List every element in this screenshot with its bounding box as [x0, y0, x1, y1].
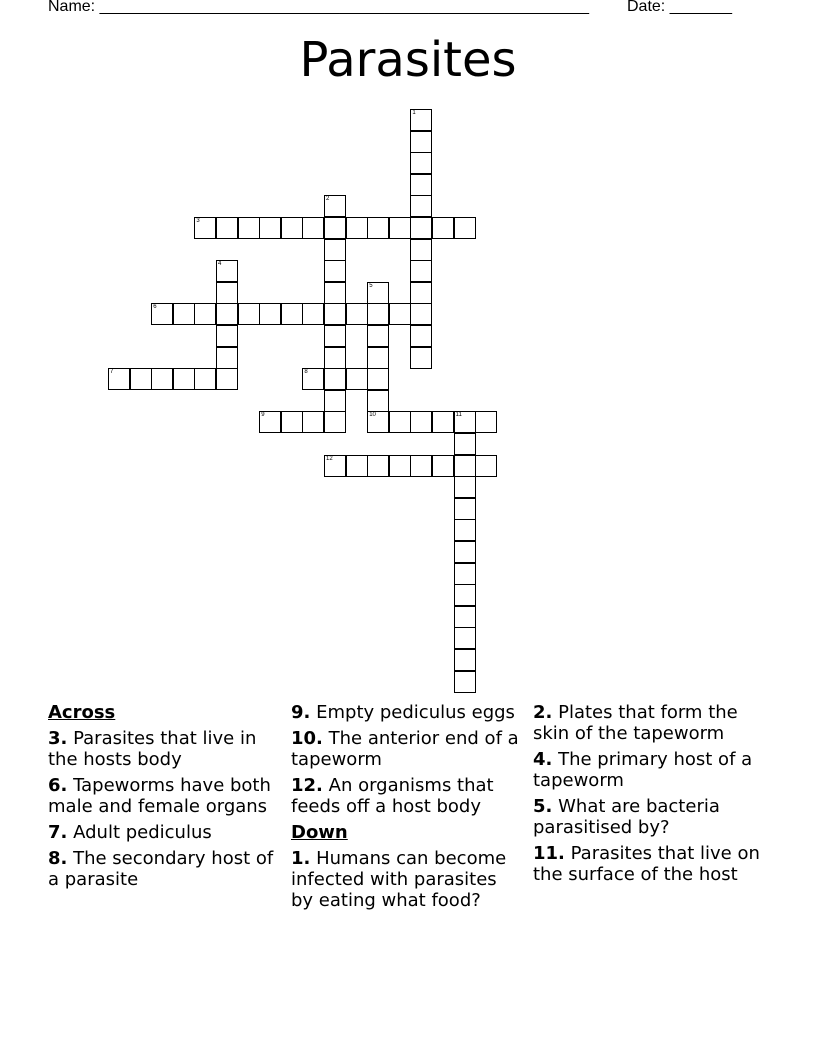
grid-cell[interactable] — [367, 368, 389, 390]
clue-number: 7. — [48, 822, 68, 843]
clue-heading-down: Down — [291, 822, 348, 843]
grid-cell[interactable] — [475, 455, 497, 477]
grid-cell[interactable] — [216, 325, 238, 347]
cell-number: 3 — [196, 218, 200, 224]
grid-cell[interactable] — [410, 109, 432, 131]
clue-number: 8. — [48, 848, 68, 869]
clue-number: 11. — [533, 843, 565, 864]
grid-cell[interactable] — [410, 239, 432, 261]
grid-cell[interactable] — [324, 260, 346, 282]
clue-text: Empty pediculus eggs — [316, 702, 515, 723]
clue-column-2 — [291, 702, 521, 916]
grid-cell[interactable] — [432, 455, 454, 477]
page-title: Parasites — [299, 32, 517, 88]
grid-cell[interactable] — [389, 217, 411, 239]
grid-cell[interactable] — [216, 282, 238, 304]
cell-number: 1 — [412, 110, 416, 116]
clue-item — [533, 749, 763, 791]
grid-cell[interactable] — [173, 368, 195, 390]
grid-cell[interactable] — [259, 217, 281, 239]
grid-cell[interactable] — [324, 368, 346, 390]
clue-number: 4. — [533, 749, 553, 770]
date-field-label: Date: _______ — [627, 0, 732, 15]
grid-cell[interactable] — [216, 303, 238, 325]
cell-number: 7 — [110, 369, 114, 376]
grid-cell[interactable] — [410, 455, 432, 477]
clue-number: 2. — [533, 702, 553, 723]
grid-cell[interactable] — [281, 303, 303, 325]
clue-number: 10. — [291, 728, 323, 749]
grid-cell[interactable] — [454, 519, 476, 541]
clue-item — [533, 843, 763, 885]
grid-cell[interactable] — [410, 411, 432, 433]
cell-number: 6 — [153, 304, 157, 311]
clue-text: Tapeworms have both male and female organs — [48, 775, 271, 817]
grid-cell[interactable] — [410, 174, 432, 196]
grid-cell[interactable] — [367, 347, 389, 369]
clue-text: Parasites that live in the hosts body — [48, 728, 257, 770]
grid-cell[interactable] — [454, 411, 476, 433]
cell-number: 4 — [218, 261, 222, 268]
grid-cell[interactable] — [130, 368, 152, 390]
grid-cell[interactable] — [389, 303, 411, 325]
grid-cell[interactable] — [324, 239, 346, 261]
grid-cell[interactable] — [410, 131, 432, 153]
cell-number: 12 — [326, 455, 333, 462]
grid-cell[interactable] — [324, 455, 346, 477]
cell-number: 9 — [261, 412, 265, 419]
clue-item — [48, 775, 278, 817]
clue-item — [291, 702, 521, 723]
grid-cell[interactable] — [454, 498, 476, 520]
grid-cell[interactable] — [173, 303, 195, 325]
grid-cell[interactable] — [346, 217, 368, 239]
grid-cell[interactable] — [216, 217, 238, 239]
clue-column-3 — [533, 702, 763, 890]
grid-cell[interactable] — [454, 606, 476, 628]
clue-text: Humans can become infected with parasites by eating what food? — [291, 848, 507, 911]
grid-cell[interactable] — [302, 411, 324, 433]
cell-number: 11 — [455, 412, 462, 419]
grid-cell[interactable] — [324, 282, 346, 304]
clue-text: Plates that form the skin of the tapeworm — [533, 702, 738, 744]
grid-cell[interactable] — [454, 541, 476, 563]
clue-number: 6. — [48, 775, 68, 796]
grid-cell[interactable] — [367, 282, 389, 304]
grid-cell[interactable] — [410, 260, 432, 282]
grid-cell[interactable] — [324, 217, 346, 239]
grid-cell[interactable] — [151, 368, 173, 390]
grid-cell[interactable] — [346, 455, 368, 477]
grid-cell[interactable] — [389, 411, 411, 433]
grid-cell[interactable] — [410, 195, 432, 217]
grid-cell[interactable] — [410, 282, 432, 304]
grid-cell[interactable] — [454, 563, 476, 585]
clue-text: What are bacteria parasitised by? — [533, 796, 720, 838]
clue-text: The anterior end of a tapeworm — [291, 728, 519, 770]
clue-item — [48, 728, 278, 770]
cell-number: 8 — [304, 369, 308, 376]
grid-cell[interactable] — [302, 217, 324, 239]
grid-cell[interactable] — [410, 347, 432, 369]
clue-item — [48, 848, 278, 890]
grid-cell[interactable] — [367, 303, 389, 325]
clue-text: Adult pediculus — [73, 822, 212, 843]
clue-number: 3. — [48, 728, 68, 749]
grid-cell[interactable] — [410, 217, 432, 239]
clue-item — [48, 822, 278, 843]
grid-cell[interactable] — [454, 455, 476, 477]
clue-item — [291, 775, 521, 817]
clue-text: Parasites that live on the surface of the host — [533, 843, 760, 885]
grid-cell[interactable] — [216, 260, 238, 282]
clue-text: The primary host of a tapeworm — [533, 749, 753, 791]
clue-number: 9. — [291, 702, 311, 723]
grid-cell[interactable] — [281, 217, 303, 239]
grid-cell[interactable] — [432, 217, 454, 239]
clue-item — [291, 848, 521, 911]
grid-cell[interactable] — [367, 390, 389, 412]
grid-cell[interactable] — [454, 649, 476, 671]
grid-cell[interactable] — [324, 195, 346, 217]
grid-cell[interactable] — [194, 368, 216, 390]
grid-cell[interactable] — [454, 433, 476, 455]
grid-cell[interactable] — [238, 303, 260, 325]
grid-cell[interactable] — [367, 325, 389, 347]
grid-cell[interactable] — [324, 347, 346, 369]
grid-cell[interactable] — [389, 455, 411, 477]
grid-cell[interactable] — [216, 347, 238, 369]
grid-cell[interactable] — [324, 303, 346, 325]
clue-item — [533, 796, 763, 838]
name-field-label: Name: _______________________________________________________ — [48, 0, 589, 15]
grid-cell[interactable] — [346, 303, 368, 325]
grid-cell[interactable] — [324, 390, 346, 412]
grid-cell[interactable] — [367, 217, 389, 239]
grid-cell[interactable] — [151, 303, 173, 325]
clue-number: 1. — [291, 848, 311, 869]
grid-cell[interactable] — [454, 627, 476, 649]
grid-cell[interactable] — [259, 411, 281, 433]
clue-number: 12. — [291, 775, 323, 796]
grid-cell[interactable] — [324, 325, 346, 347]
grid-cell[interactable] — [410, 152, 432, 174]
grid-cell[interactable] — [410, 325, 432, 347]
cell-number: 10 — [369, 412, 376, 419]
grid-cell[interactable] — [216, 368, 238, 390]
grid-cell[interactable] — [259, 303, 281, 325]
clue-item — [291, 728, 521, 770]
grid-cell[interactable] — [324, 411, 346, 433]
grid-cell[interactable] — [194, 217, 216, 239]
clue-text: An organisms that feeds off a host body — [291, 775, 494, 817]
grid-cell[interactable] — [454, 476, 476, 498]
clue-column-1 — [48, 702, 278, 895]
grid-cell[interactable] — [281, 411, 303, 433]
grid-cell[interactable] — [108, 368, 130, 390]
cell-number: 2 — [326, 196, 330, 203]
clue-number: 5. — [533, 796, 553, 817]
grid-cell[interactable] — [367, 411, 389, 433]
cell-number: 5 — [369, 282, 373, 289]
clue-text: The secondary host of a parasite — [48, 848, 274, 890]
grid-cell[interactable] — [454, 584, 476, 606]
clue-heading-across: Across — [48, 702, 116, 723]
grid-cell[interactable] — [432, 411, 454, 433]
clue-item — [533, 702, 763, 744]
grid-cell[interactable] — [302, 303, 324, 325]
grid-cell[interactable] — [238, 217, 260, 239]
grid-cell[interactable] — [454, 217, 476, 239]
grid-cell[interactable] — [475, 411, 497, 433]
grid-cell[interactable] — [367, 455, 389, 477]
grid-cell[interactable] — [410, 303, 432, 325]
grid-cell[interactable] — [454, 671, 476, 693]
grid-cell[interactable] — [346, 368, 368, 390]
grid-cell[interactable] — [194, 303, 216, 325]
grid-cell[interactable] — [302, 368, 324, 390]
